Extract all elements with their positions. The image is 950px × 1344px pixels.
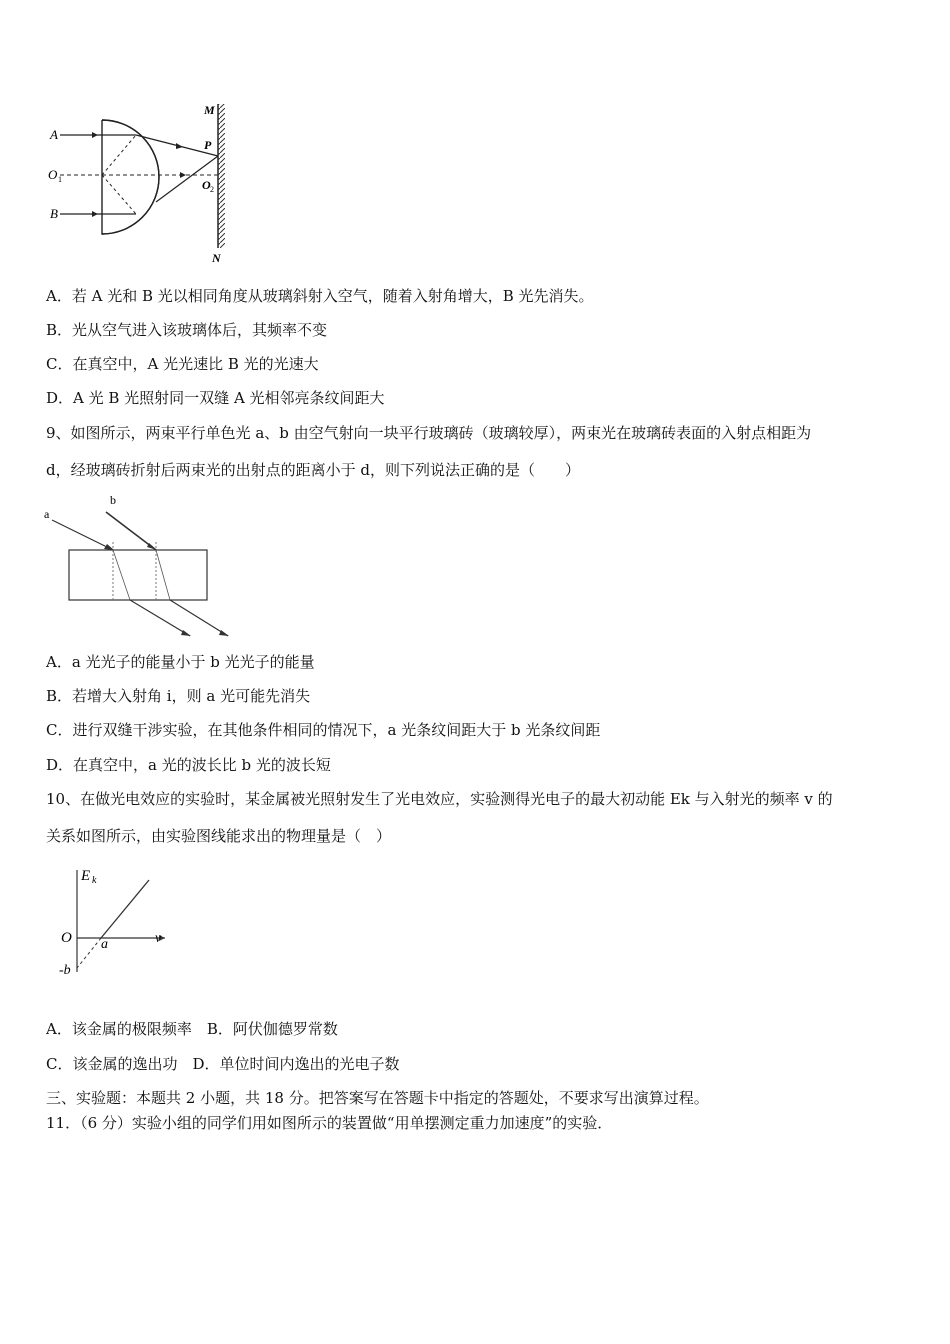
photoelectric-graph bbox=[55, 862, 185, 987]
q9-stem-line2: d，经玻璃砖折射后两束光的出射点的距离小于 d，则下列说法正确的是（ ） bbox=[46, 461, 580, 479]
label-b: b bbox=[110, 493, 116, 507]
q9-option-b: B．若增大入射角 i，则 a 光可能先消失 bbox=[46, 687, 311, 705]
label-P: P bbox=[204, 138, 212, 152]
label-ek: E bbox=[81, 868, 91, 884]
svg-text:1: 1 bbox=[58, 175, 62, 184]
q9-option-c: C．进行双缝干涉实验，在其他条件相同的情况下，a 光条纹间距大于 b 光条纹间距 bbox=[46, 721, 601, 739]
label-O2: O bbox=[202, 178, 211, 192]
label-N: N bbox=[212, 251, 221, 265]
label-a: a bbox=[44, 507, 50, 521]
svg-text:k: k bbox=[92, 875, 97, 886]
label-origin: O bbox=[61, 930, 72, 946]
q11-stem: 11．（6 分）实验小组的同学们用如图所示的装置做“用单摆测定重力加速度”的实验． bbox=[46, 1114, 613, 1132]
glass-slab-diagram bbox=[40, 490, 240, 640]
q9-stem-line1: 9、如图所示，两束平行单色光 a、b 由空气射向一块平行玻璃砖（玻璃较厚），两束光在玻璃砖表面的入射点相距为 bbox=[46, 424, 812, 442]
q10-stem-line2: 关系如图所示，由实验图线能求出的物理量是（ ） bbox=[46, 827, 392, 845]
q9-option-d: D．在真空中，a 光的波长比 b 光的波长短 bbox=[46, 756, 331, 774]
q9-option-a: A．a 光光子的能量小于 b 光光子的能量 bbox=[46, 653, 315, 671]
mirror-hatch bbox=[218, 104, 225, 248]
label-b-intercept: -b bbox=[59, 963, 71, 978]
q10-options-line1: A．该金属的极限频率 B．阿伏伽德罗常数 bbox=[46, 1020, 338, 1038]
hemisphere-mirror-diagram bbox=[40, 98, 250, 266]
label-B: B bbox=[50, 206, 58, 221]
label-a-intercept: a bbox=[101, 937, 108, 952]
hemisphere-glass bbox=[102, 120, 159, 234]
q10-options-line2: C．该金属的逸出功 D．单位时间内逸出的光电子数 bbox=[46, 1055, 400, 1073]
ray-a bbox=[52, 520, 113, 550]
label-A: A bbox=[50, 127, 58, 142]
q8-option-a: A．若 A 光和 B 光以相同角度从玻璃斜射入空气，随着入射角增大，B 光先消失。 bbox=[46, 287, 594, 305]
q8-option-d: D．A 光 B 光照射同一双缝 A 光相邻亮条纹间距大 bbox=[46, 389, 385, 407]
label-v: v bbox=[155, 931, 162, 946]
ek-line-extension bbox=[77, 938, 101, 968]
q8-option-c: C．在真空中，A 光光速比 B 光的光速大 bbox=[46, 355, 319, 373]
label-M: M bbox=[204, 103, 215, 117]
svg-text:2: 2 bbox=[210, 185, 214, 194]
section-3-heading: 三、实验题：本题共 2 小题，共 18 分。把答案写在答题卡中指定的答题处，不要求写出演算过程。 bbox=[46, 1089, 709, 1107]
label-O1: O bbox=[48, 167, 58, 182]
q10-stem-line1: 10、在做光电效应的实验时，某金属被光照射发生了光电效应，实验测得光电子的最大初动能 Ek 与入射光的频率 v 的 bbox=[46, 790, 833, 808]
q8-option-b: B．光从空气进入该玻璃体后，其频率不变 bbox=[46, 321, 328, 339]
glass-slab bbox=[69, 550, 207, 600]
ek-line bbox=[101, 880, 149, 938]
